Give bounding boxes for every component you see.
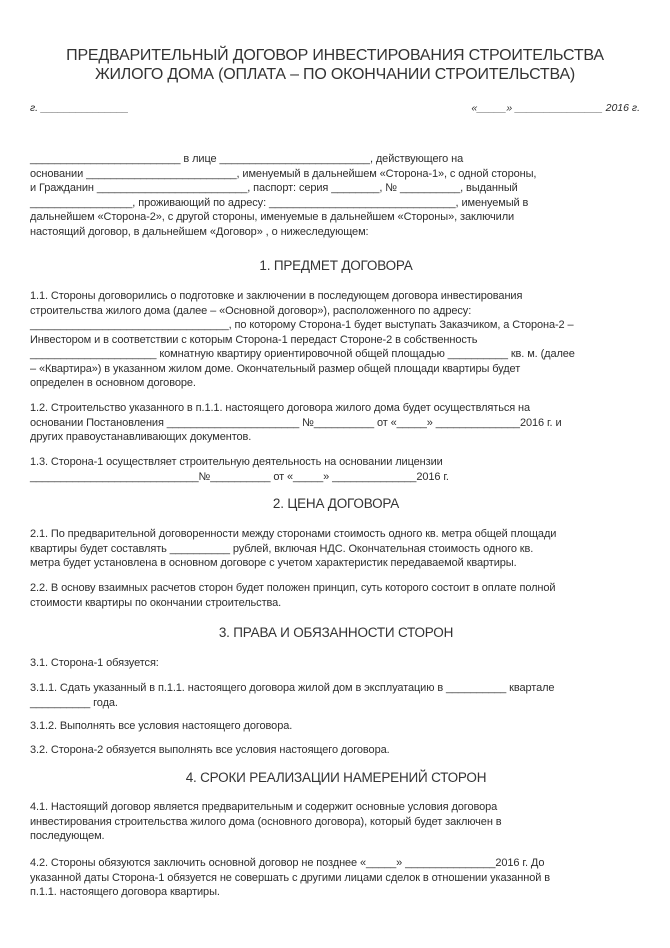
clause-line: 1.1. Стороны договорились о подготовке и заключении в последующем договора инвестирования	[30, 290, 523, 302]
clause-3-1-2	[30, 719, 642, 734]
section-heading: 1. ПРЕДМЕТ ДОГОВОРА	[259, 258, 413, 273]
clause-1-3	[30, 455, 642, 484]
preamble-line: основании _________________________, именуемый в дальнейшем «Сторона-1», с одной стороны,	[30, 167, 537, 180]
preamble-line: и Гражданин _________________________, паспорт: серия ________, № __________, выданный	[30, 182, 518, 194]
title-line-1: ПРЕДВАРИТЕЛЬНЫЙ ДОГОВОР ИНВЕСТИРОВАНИЯ СТРОИТЕЛЬСТВА	[66, 47, 604, 64]
clause-line: указанной даты Сторона-1 обязуется не совершать с другими лицами сделок в отношении указанной в	[30, 871, 551, 884]
title-line-2: ЖИЛОГО ДОМА (ОПЛАТА – ПО ОКОНЧАНИИ СТРОИТЕЛЬСТВА)	[94, 66, 576, 83]
preamble	[30, 152, 642, 239]
clause-line: метра будет установлена в основном договоре с учетом характеристик передаваемой квартиры.	[30, 557, 517, 569]
clause-line: 1.3. Сторона-1 осуществляет строительную деятельность на основании лицензии	[30, 456, 443, 468]
clause-line: инвестирования строительства жилого дома (основного договора), который будет заключен в	[30, 815, 502, 828]
preamble-line: настоящий договор, в дальнейшем «Договор» , о нижеследующем:	[30, 225, 369, 238]
clause-3-2	[30, 743, 642, 758]
clause-line: ____________________________№__________ от «_____» ______________2016 г.	[30, 470, 449, 483]
clause-3-1	[30, 656, 642, 671]
clause-line: _____________________ комнатную квартиру ориентировочной общей площадью __________ кв. м. (далее	[30, 348, 575, 360]
clause-2-2	[30, 581, 642, 610]
clause-line: 3.1.1. Сдать указанный в п.1.1. настоящего договора жилой дом в эксплуатацию в __________ квартале	[30, 682, 555, 694]
clause-line: квартиры будет составлять __________ рублей, включая НДС. Окончательная стоимость одного кв.	[30, 542, 534, 555]
document-title	[40, 46, 630, 84]
date-field: «_____» _______________ 2016 г.	[471, 102, 640, 114]
clause-line: – «Квартира») в указанном жилом доме. Окончательный размер общей площади квартиры будет	[30, 362, 521, 375]
clause-line: 2.1. По предварительной договоренности между сторонами стоимость одного кв. метра общей площади	[30, 528, 557, 540]
clause-4-2	[30, 856, 642, 900]
clause-line: 4.2. Стороны обязуются заключить основной договор не позднее «_____» _______________2016 г. До	[30, 857, 545, 869]
clause-line: стоимости квартиры по окончании строительства.	[30, 596, 282, 609]
clause-line: других правоустанавливающих документов.	[30, 431, 252, 443]
clause-line: основании Постановления ______________________ №__________ от «_____» ______________2016 г. и	[30, 416, 562, 429]
clause-1-1	[30, 289, 642, 391]
place-field: г. _______________	[30, 102, 129, 114]
clause-2-1	[30, 527, 642, 571]
clause-line: п.1.1. настоящего договора квартиры.	[30, 886, 220, 898]
clause-line: последующем.	[30, 830, 105, 842]
clause-3-1-1	[30, 681, 642, 710]
clause-1-2	[30, 401, 642, 445]
clause-line: Инвестором и в соответствии с которым Сторона-1 передаст Стороне-2 в собственность	[30, 333, 478, 346]
preamble-line: _________________, проживающий по адресу: _______________________________, именуемый в	[30, 196, 529, 209]
section-heading: 3. ПРАВА И ОБЯЗАННОСТИ СТОРОН	[218, 625, 454, 640]
clause-line: 1.2. Строительство указанного в п.1.1. настоящего договора жилого дома будет осуществляться на	[30, 402, 531, 414]
preamble-line: дальнейшем «Сторона-2», с другой стороны, именуемые в дальнейшем «Стороны», заключили	[30, 211, 515, 223]
section-heading: 2. ЦЕНА ДОГОВОРА	[272, 496, 400, 511]
clause-line: _________________________________, по которому Сторона-1 будет выступать Заказчиком, а Сторона-2 –	[30, 319, 574, 331]
clause-line: 3.1.2. Выполнять все условия настоящего договора.	[30, 720, 293, 732]
preamble-line: _________________________ в лице _________________________, действующего на	[30, 153, 464, 165]
clause-line: строительства жилого дома (далее – «Основной договор»), расположенного по адресу:	[30, 304, 472, 317]
clause-line: определен в основном договоре.	[30, 377, 196, 389]
clause-4-1	[30, 800, 642, 844]
clause-line: __________ года.	[30, 696, 118, 709]
clause-line: 3.2. Сторона-2 обязуется выполнять все условия настоящего договора.	[30, 744, 390, 756]
clause-line: 3.1. Сторона-1 обязуется:	[30, 657, 159, 669]
section-heading: 4. СРОКИ РЕАЛИЗАЦИИ НАМЕРЕНИЙ СТОРОН	[185, 770, 487, 785]
clause-line: 2.2. В основу взаимных расчетов сторон будет положен принцип, суть которого состоит в оплате полной	[30, 582, 556, 594]
clause-line: 4.1. Настоящий договор является предварительным и содержит основные условия договора	[30, 801, 498, 813]
